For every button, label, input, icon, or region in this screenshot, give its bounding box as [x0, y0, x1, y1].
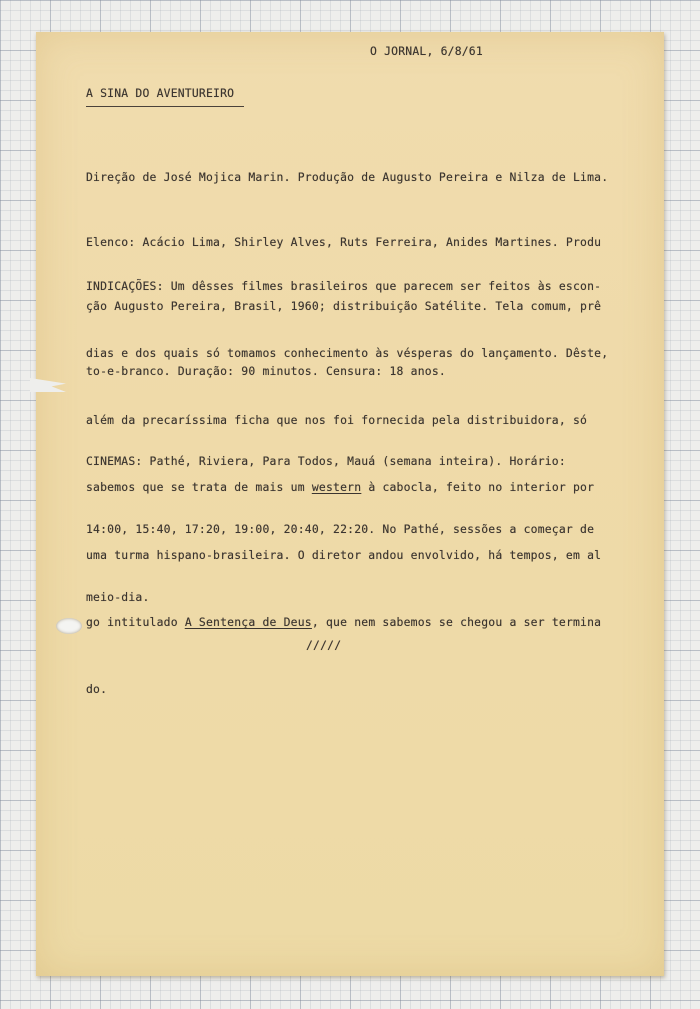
underlined-film-title: A Sentença de Deus: [184, 614, 312, 629]
indicacoes-line: além da precaríssima ficha que nos foi fornecida pela distribuidora, só: [86, 413, 588, 428]
cinemas-line: meio-dia.: [86, 590, 150, 605]
indicacoes-line: dias e dos quais só tomamos conhecimento às vésperas do lançamento. Dêste,: [86, 346, 609, 361]
credits-line: Direção de José Mojica Marin. Produção de Augusto Pereira e Nilza de Lima.: [86, 170, 609, 184]
end-mark: /////: [306, 638, 342, 652]
cinemas-line: CINEMAS: Pathé, Riviera, Para Todos, Mauá (semana inteira). Horário:: [86, 453, 566, 468]
credits-line: to-e-branco. Duração: 90 minutos. Censura: 18 anos.: [86, 363, 446, 378]
cinemas-line: 14:00, 15:40, 17:20, 19:00, 20:40, 22:20. No Pathé, sessões a começar de: [86, 521, 595, 536]
credits-line: ção Augusto Pereira, Brasil, 1960; distribuição Satélite. Tela comum, prê: [86, 299, 602, 313]
newspaper-date-header: O JORNAL, 6/8/61: [370, 44, 483, 58]
cinemas-paragraph: [86, 404, 594, 655]
title-underline: [86, 106, 244, 107]
line-text: , que nem sabemos se chegou a ser termina: [311, 614, 602, 629]
typewritten-page: [36, 32, 664, 976]
underlined-term: western: [311, 480, 362, 495]
credits-line: Elenco: Acácio Lima, Shirley Alves, Ruts Ferreira, Anides Martines. Produ: [86, 234, 602, 249]
paper-tear: [30, 378, 66, 392]
line-text: sabemos que se trata de mais um: [86, 480, 312, 495]
line-text: à cabocla, feito no interior por: [361, 480, 595, 495]
indicacoes-line: uma turma hispano-brasileira. O diretor andou envolvido, há tempos, em al: [86, 547, 602, 562]
indicacoes-line: INDICAÇÕES: Um dêsses filmes brasileiros que parecem ser feitos às escon-: [86, 278, 602, 293]
indicacoes-line: do.: [86, 682, 108, 697]
line-text: go intitulado: [86, 614, 185, 629]
film-title: A SINA DO AVENTUREIRO: [86, 86, 235, 100]
punch-hole: [56, 618, 82, 634]
